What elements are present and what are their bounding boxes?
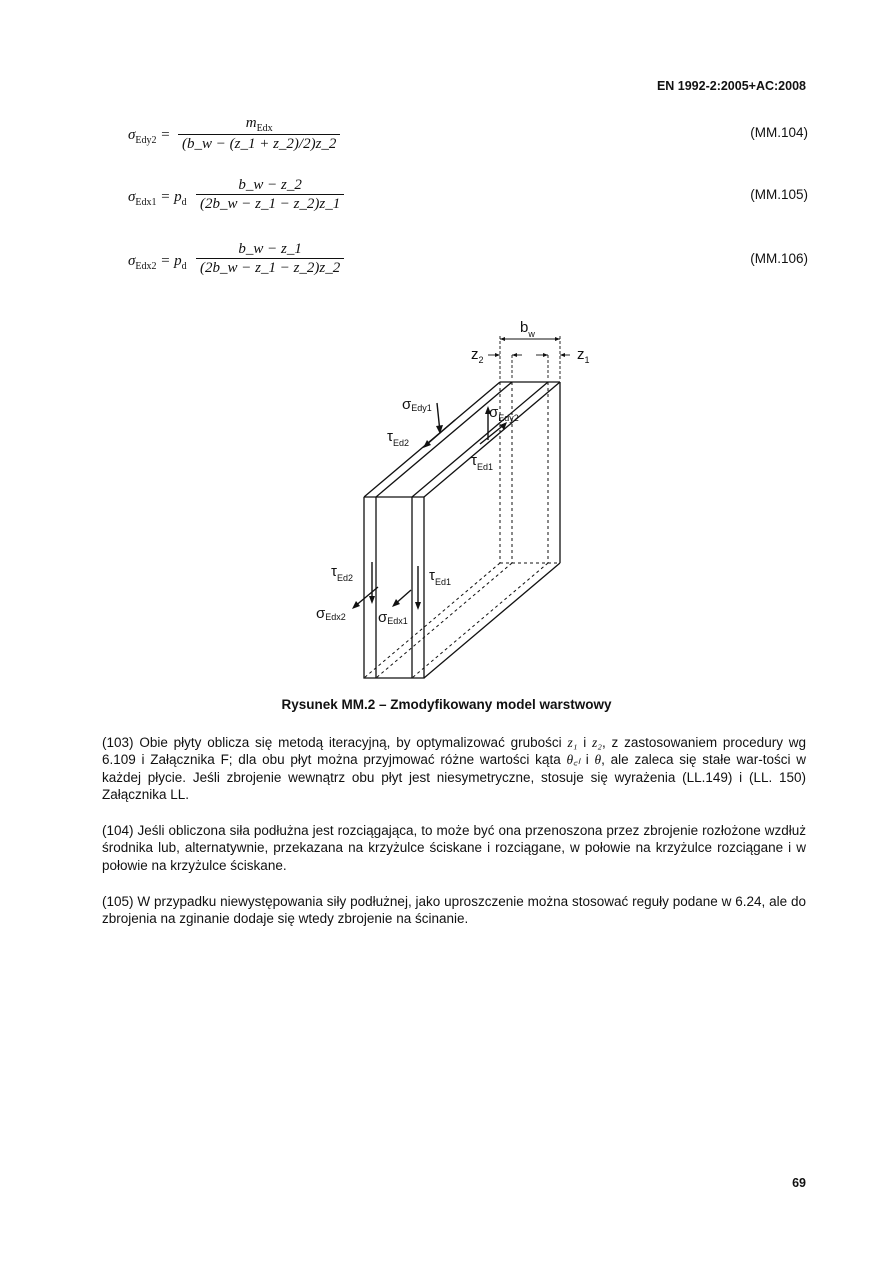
fraction-numerator: b_w − z_1 [238, 241, 302, 257]
equation-mm105 [128, 177, 808, 230]
tau-ed1-bottom-label: $\tau_{Ed1}$ [429, 567, 451, 587]
equation-mm106 [128, 241, 808, 294]
sigma-edy2-label: $\sigma_{Edy2}$ [489, 404, 519, 423]
dimension-arrowheads [495, 337, 565, 357]
z1-label: $z_1$ [577, 346, 590, 365]
sigma-edy1-label: σEdy1 [402, 396, 432, 413]
front-face-outline [364, 497, 424, 678]
equation-fraction [178, 115, 340, 153]
paragraph-105: (105) W przypadku niewystępowania siły podłużnej, jako uproszczenie można stosować reguły podane w 6.24, ale do zbrojenia na zginanie dodaje się wtedy zbrojenie na ścinanie. [102, 894, 806, 927]
equation-fraction [196, 241, 344, 277]
equation-fraction [196, 177, 344, 213]
equation-mm104 [128, 115, 808, 168]
equation-lhs: $\sigma_{Edx1} = p_d$ [128, 189, 187, 208]
document-header: EN 1992-2:2005+AC:2008 [656, 79, 806, 93]
bw-label: $b_w$ [520, 319, 535, 339]
sigma-edx2-label: σEdx2 [316, 605, 346, 622]
equation-lhs: $\sigma_{Edx2} = p_d$ [128, 253, 187, 272]
hidden-lines [364, 382, 560, 678]
sigma-edx1-label: σEdx1 [378, 609, 408, 626]
equation-lhs: $\sigma_{Edy2}$ = [128, 127, 171, 146]
fraction-numerator: $m_{Edx}$ [245, 115, 273, 134]
equation-number: (MM.106) [750, 251, 808, 266]
equation-number: (MM.105) [750, 187, 808, 202]
fraction-denominator: (2b_w − z_1 − z_2)z_2 [196, 258, 344, 277]
figure-caption: Rysunek MM.2 – Zmodyfikowany model warstwowy [281, 697, 612, 712]
tau-ed2-bottom-label: $\tau_{Ed2}$ [331, 563, 353, 583]
page-number: 69 [792, 1176, 806, 1190]
tau-ed1-top-label: $\tau_{Ed1}$ [471, 452, 493, 472]
fraction-numerator: b_w − z_2 [238, 177, 302, 193]
tau-ed2-top-label: $\tau_{Ed2}$ [387, 428, 409, 448]
fraction-denominator: (b_w − (z_1 + z_2)/2)z_2 [178, 134, 340, 153]
fraction-denominator: (2b_w − z_1 − z_2)z_1 [196, 194, 344, 213]
equation-number: (MM.104) [750, 125, 808, 140]
dimension-lines [488, 336, 570, 380]
paragraph-104: (104) Jeśli obliczona siła podłużna jest rozciągająca, to może być ona przenoszona przez zbrojenie rozłożone wzdłuż środnika lub, alternatywnie, przekazana na krzyżulce ściskane i rozciągane, w połowie na krzyżulce rozciągane i w połowie na krzyżulce ściskane. [102, 823, 806, 873]
paragraph-103: (103) Obie płyty oblicza się metodą iteracyjną, by optymalizować grubości z₁ i z₂, z zastosowaniem procedury wg 6.109 i Załącznika F; dla obu płyt można przyjmować różne wartości kąta θ꜀ₗ i θ, ale zaleca się stałe war-tości w każdej płycie. Jeśli zbrojenie wewnątrz obu płyt jest niesymetryczne, stosuje się wyrażenia (LL.149) i (LL. 150) Załącznika LL. [102, 735, 806, 803]
z2-label: $z_2$ [471, 346, 484, 365]
sandwich-model-figure [300, 312, 630, 687]
